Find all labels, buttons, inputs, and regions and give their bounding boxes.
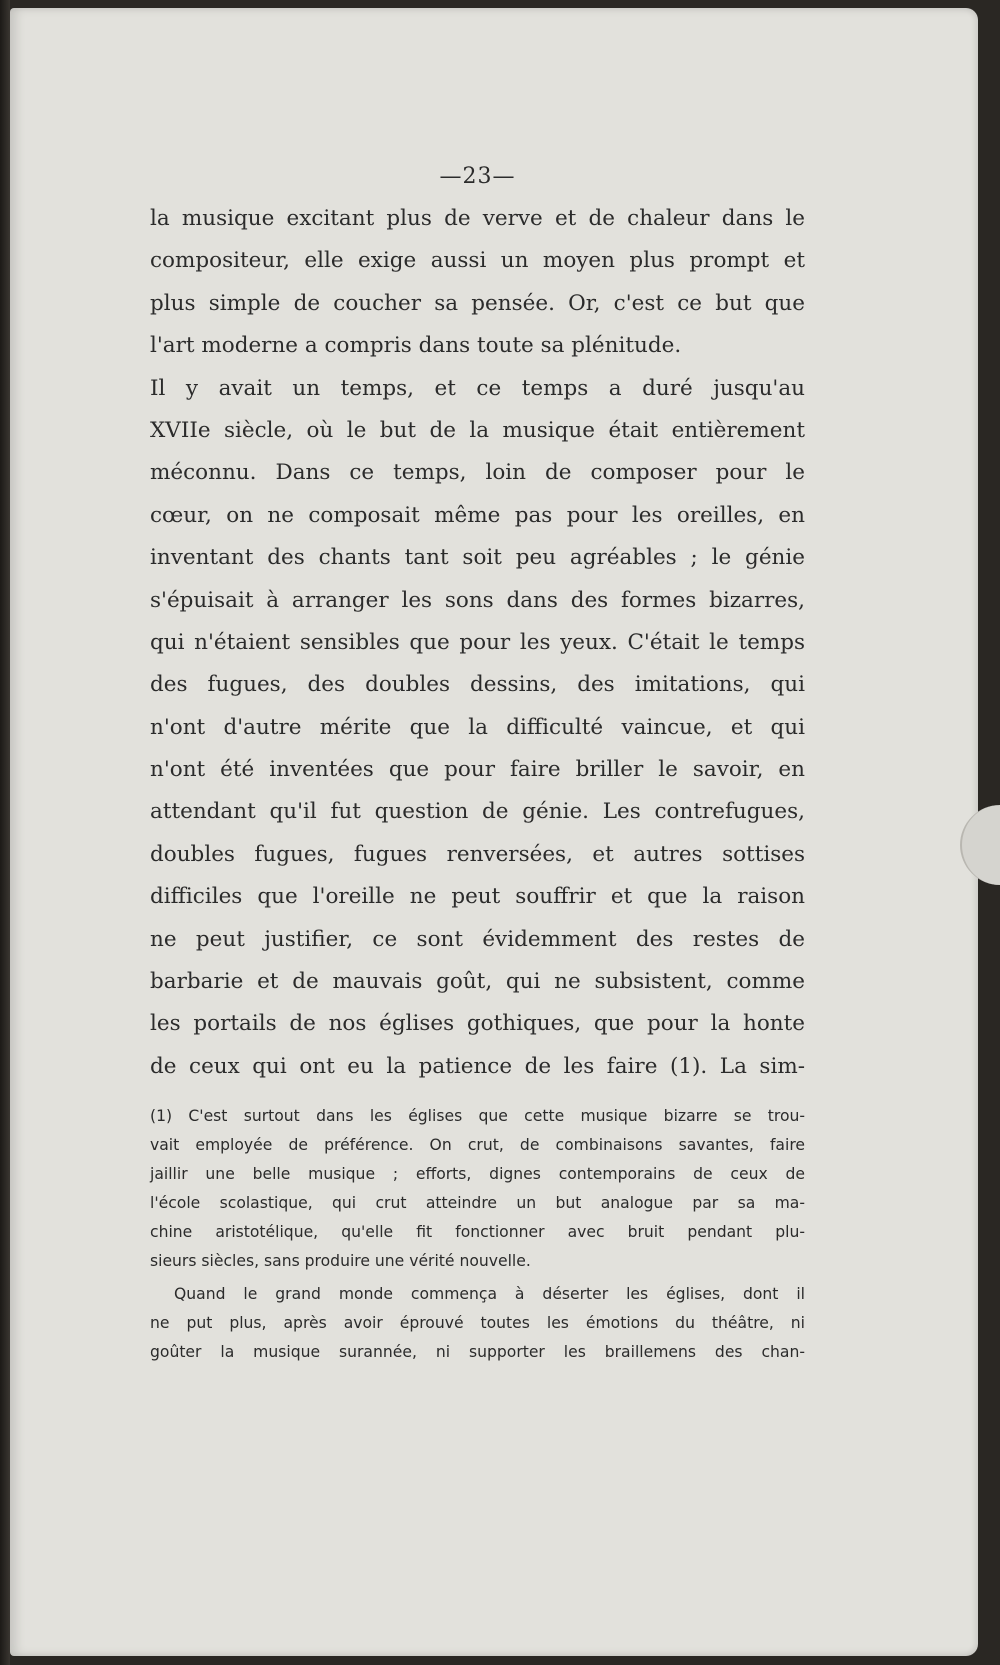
footnote-line: vait employée de préférence. On crut, de combinaisons savantes, faire	[150, 1136, 805, 1155]
body-line: qui n'étaient sensibles que pour les yeux. C'était le temps	[150, 629, 805, 655]
body-line: de ceux qui ont eu la patience de les faire (1). La sim-	[150, 1053, 805, 1079]
body-line: cœur, on ne composait même pas pour les oreilles, en	[150, 502, 805, 528]
body-line: n'ont été inventées que pour faire briller le savoir, en	[150, 757, 805, 783]
footnote-continuation-line: Quand le grand monde commença à déserter les églises, dont il	[174, 1285, 805, 1304]
body-line: difficiles que l'oreille ne peut souffrir et que la raison	[150, 884, 805, 910]
footnotes	[150, 1102, 805, 1367]
footnote-line: jaillir une belle musique ; efforts, dignes contemporains de ceux de	[150, 1165, 805, 1184]
body-line: inventant des chants tant soit peu agréables ; le génie	[150, 545, 805, 571]
body-line: Il y avait un temps, et ce temps a duré jusqu'au	[150, 375, 805, 401]
body-line: l'art moderne a compris dans toute sa plénitude.	[150, 333, 682, 359]
footnote-line: l'école scolastique, qui crut atteindre un but analogue par sa ma-	[150, 1194, 805, 1213]
footnote-line: sieurs siècles, sans produire une vérité nouvelle.	[150, 1252, 531, 1271]
page-number: —23—	[439, 164, 516, 189]
footnote-line: chine aristotélique, qu'elle fit fonctionner avec bruit pendant plu-	[150, 1223, 805, 1242]
page-text	[150, 162, 805, 1367]
body-line: attendant qu'il fut question de génie. Les contrefugues,	[150, 799, 805, 825]
body-line: s'épuisait à arranger les sons dans des formes bizarres,	[150, 587, 805, 613]
body-line: plus simple de coucher sa pensée. Or, c'est ce but que	[150, 290, 805, 316]
body-line: ne peut justifier, ce sont évidemment des restes de	[150, 926, 805, 952]
footnote-continuation-line: ne put plus, après avoir éprouvé toutes les émotions du théâtre, ni	[150, 1314, 805, 1333]
body-line: n'ont d'autre mérite que la difficulté vaincue, et qui	[150, 714, 805, 740]
footnote-continuation-line: goûter la musique surannée, ni supporter les braillemens des chan-	[150, 1343, 805, 1362]
body-line: compositeur, elle exige aussi un moyen plus prompt et	[150, 248, 805, 274]
footnote-line: (1) C'est surtout dans les églises que cette musique bizarre se trou-	[150, 1107, 805, 1126]
body-line: la musique excitant plus de verve et de chaleur dans le	[150, 206, 805, 231]
body-line: les portails de nos églises gothiques, que pour la honte	[150, 1011, 805, 1037]
body-line: méconnu. Dans ce temps, loin de composer pour le	[150, 460, 805, 486]
body-line: des fugues, des doubles dessins, des imitations, qui	[150, 672, 805, 698]
book-spine	[0, 0, 10, 1665]
body-line: XVIIe siècle, où le but de la musique était entièrement	[150, 417, 805, 443]
body-line: doubles fugues, fugues renversées, et autres sottises	[150, 841, 805, 867]
body-text	[150, 198, 805, 1088]
body-line: barbarie et de mauvais goût, qui ne subsistent, comme	[150, 969, 805, 995]
